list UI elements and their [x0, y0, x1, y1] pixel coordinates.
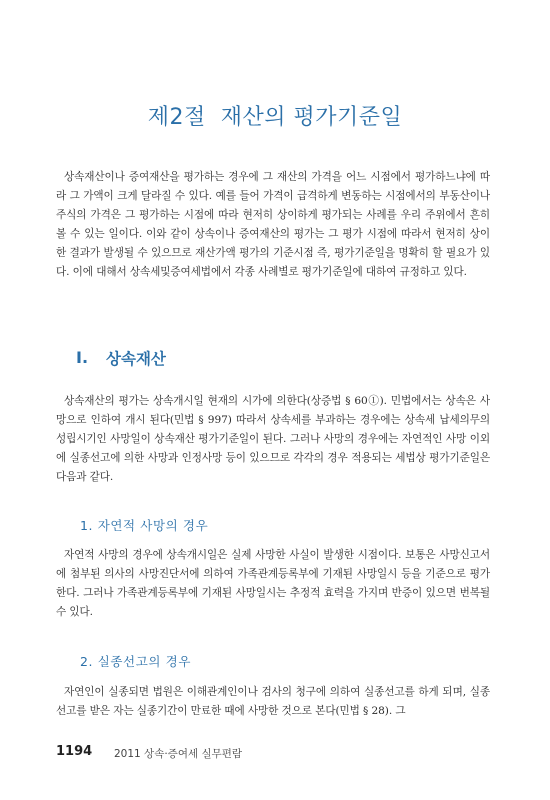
page-number: 1194 — [56, 744, 93, 759]
subsection-paragraph-natural-death: 자연적 사망의 경우에 상속개시일은 실제 사망한 사실이 발생한 시점이다. 보통은 사망신고서에 첨부된 의사의 사망진단서에 의하여 가족관계등록부에 기재된 사망일시 등을 기준으로 평가한다. 그러나 가족관계등록부에 기재된 사망일시는 추정적 효력을 가지며 반증이 있으면 번복될 수 있다. — [56, 549, 490, 618]
subsection-title-natural-death: 1. 자연적 사망의 경우 — [80, 518, 209, 533]
section-title: 상속재산 — [106, 350, 166, 368]
subsection-title-disappearance: 2. 실종선고의 경우 — [80, 654, 191, 669]
subsection-paragraph-disappearance: 자연인이 실종되면 법원은 이해관계인이나 검사의 청구에 의하여 실종선고를 하게 되며, 실종선고를 받은 자는 실종기간이 만료한 때에 사망한 것으로 본다(민법 § 28). 그 — [56, 686, 490, 717]
book-title: 2011 상속·증여세 실무편람 — [114, 748, 243, 760]
section-paragraph: 상속재산의 평가는 상속개시일 현재의 시가에 의한다(상증법 § 60①). 민법에서는 상속은 사망으로 인하여 개시 된다(민법 § 997) 따라서 상속세를 부과하는 경우에는 상속세 납세의무의 성립시기인 사망일이 상속재산 평가기준일이 된다. 그러나 사망의 경우에는 자연적인 사망 이외에 실종선고에 의한 사망과 인정사망 등이 있으므로 각각의 경우 적용되는 세법상 평가기준일은 다음과 같다. — [56, 395, 490, 483]
chapter-title: 제2절 재산의 평가기준일 — [147, 105, 403, 130]
intro-paragraph: 상속재산이나 증여재산을 평가하는 경우에 그 재산의 가격을 어느 시점에서 평가하느냐에 따라 그 가액이 크게 달라질 수 있다. 예를 들어 가격이 급격하게 변동하는 시점에서의 부동산이나 주식의 가격은 그 평가하는 시점에 따라 현저히 상이하게 평가되는 사례를 우리 주위에서 흔히 볼 수 있는 일이다. 이와 같이 상속이나 증여재산의 평가는 그 평가 시점에 따라서 현저히 상이한 결과가 발생될 수 있으므로 재산가액 평가의 기준시점 즉, 평가기준일을 명확히 할 필요가 있다. 이에 대해서 상속세및증여세법에서 각종 사례별로 평가기준일에 대하여 규정하고 있다. — [56, 171, 490, 278]
section-number: Ⅰ. — [76, 348, 89, 367]
